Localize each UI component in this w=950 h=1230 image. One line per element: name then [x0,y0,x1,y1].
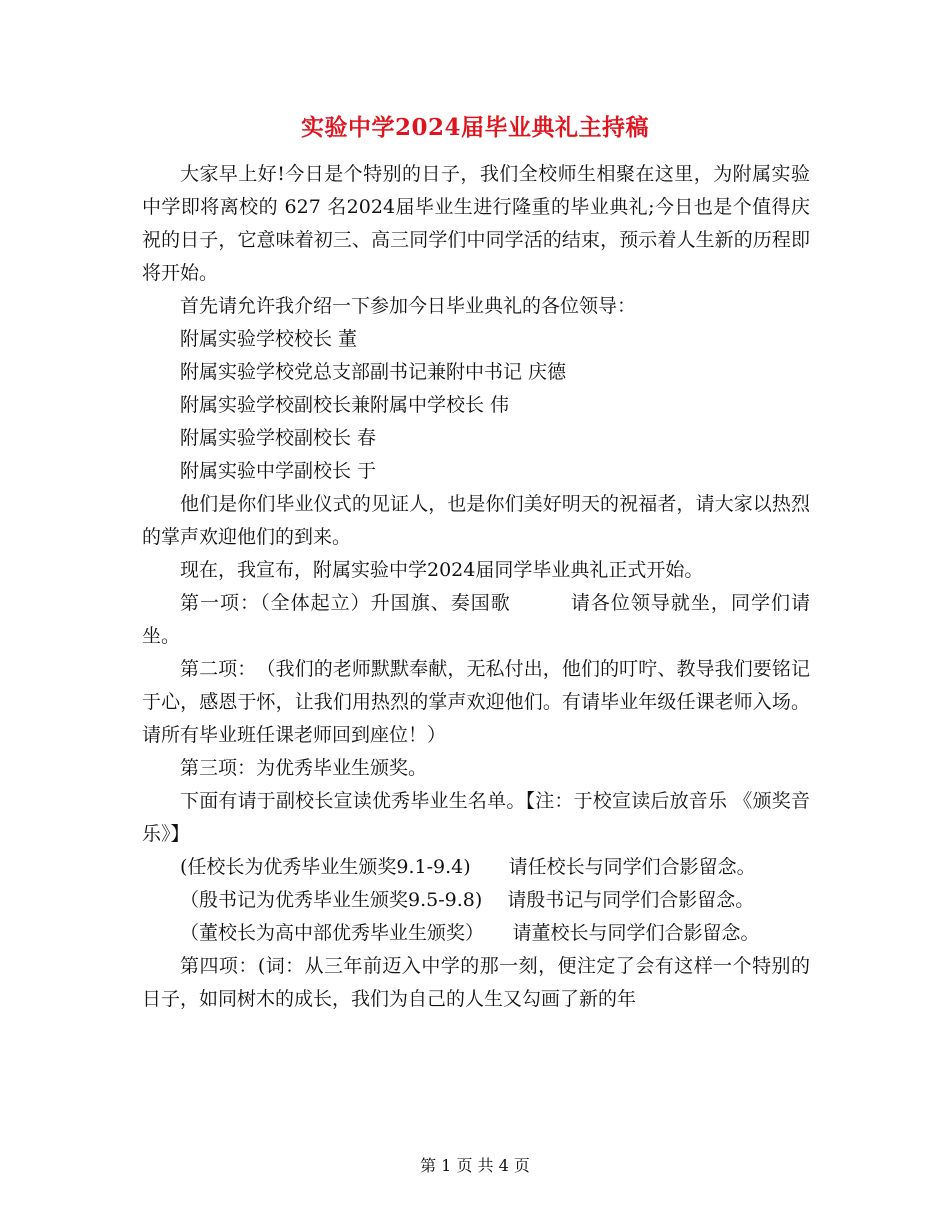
leader-line: 附属实验学校校长 董 [180,328,358,350]
award-line: （殷书记为优秀毕业生颁奖9.5-9.8) 请殷书记与同学们合影留念。 [180,889,755,911]
document-title: 实验中学2024届毕业典礼主持稿 [300,114,649,141]
leader-line: 附属实验学校副校长兼附属中学校长 伟 [180,394,510,416]
award-line: （董校长为高中部优秀毕业生颁奖） 请董校长与同学们合影留念。 [180,922,760,944]
award-line: (任校长为优秀毕业生颁奖9.1-9.4) 请任校长与同学们合影留念。 [180,856,756,878]
agenda-item-4: 第四项：(词：从三年前迈入中学的那一刻，便注定了会有这样一个特别的日子，如同树木的成长，我们为自己的人生又勾画了新的年 [142,955,810,1010]
paragraph-intro-leaders: 首先请允许我介绍一下参加今日毕业典礼的各位领导： [180,295,637,317]
paragraph-award-list: 下面有请于副校长宣读优秀毕业生名单。【注：于校宣读后放音乐 《颁奖音乐》】 [142,790,810,845]
leader-line: 附属实验中学副校长 于 [180,460,377,482]
agenda-item-3: 第三项：为优秀毕业生颁奖。 [180,757,428,779]
leader-line: 附属实验学校党总支部副书记兼附中书记 庆德 [180,361,567,383]
paragraph-opening: 现在，我宣布，附属实验中学2024届同学毕业典礼正式开始。 [180,559,704,581]
paragraph-welcome: 他们是你们毕业仪式的见证人，也是你们美好明天的祝福者，请大家以热烈的掌声欢迎他们的到来。 [142,493,810,548]
page-footer: 第 1 页 共 4 页 [420,1156,530,1175]
document-body [142,158,810,1016]
agenda-item-2: 第二项： （我们的老师默默奉献，无私付出，他们的叮咛、教导我们要铭记于心，感恩于怀，让我们用热烈的掌声欢迎他们。有请毕业年级任课老师入场。请所有毕业班任课老师回到座位！） [142,658,810,746]
paragraph-greeting: 大家早上好!今日是个特别的日子，我们全校师生相聚在这里，为附属实验中学即将离校的 627 名2024届毕业生进行隆重的毕业典礼;今日也是个值得庆祝的日子，它意味着初三、高三同学们中同学活的结束，预示着人生新的历程即将开始。 [142,163,810,284]
leader-line: 附属实验学校副校长 春 [180,427,377,449]
agenda-item-1: 第一项：（全体起立）升国旗、奏国歌 请各位领导就坐，同学们请坐。 [142,592,810,647]
